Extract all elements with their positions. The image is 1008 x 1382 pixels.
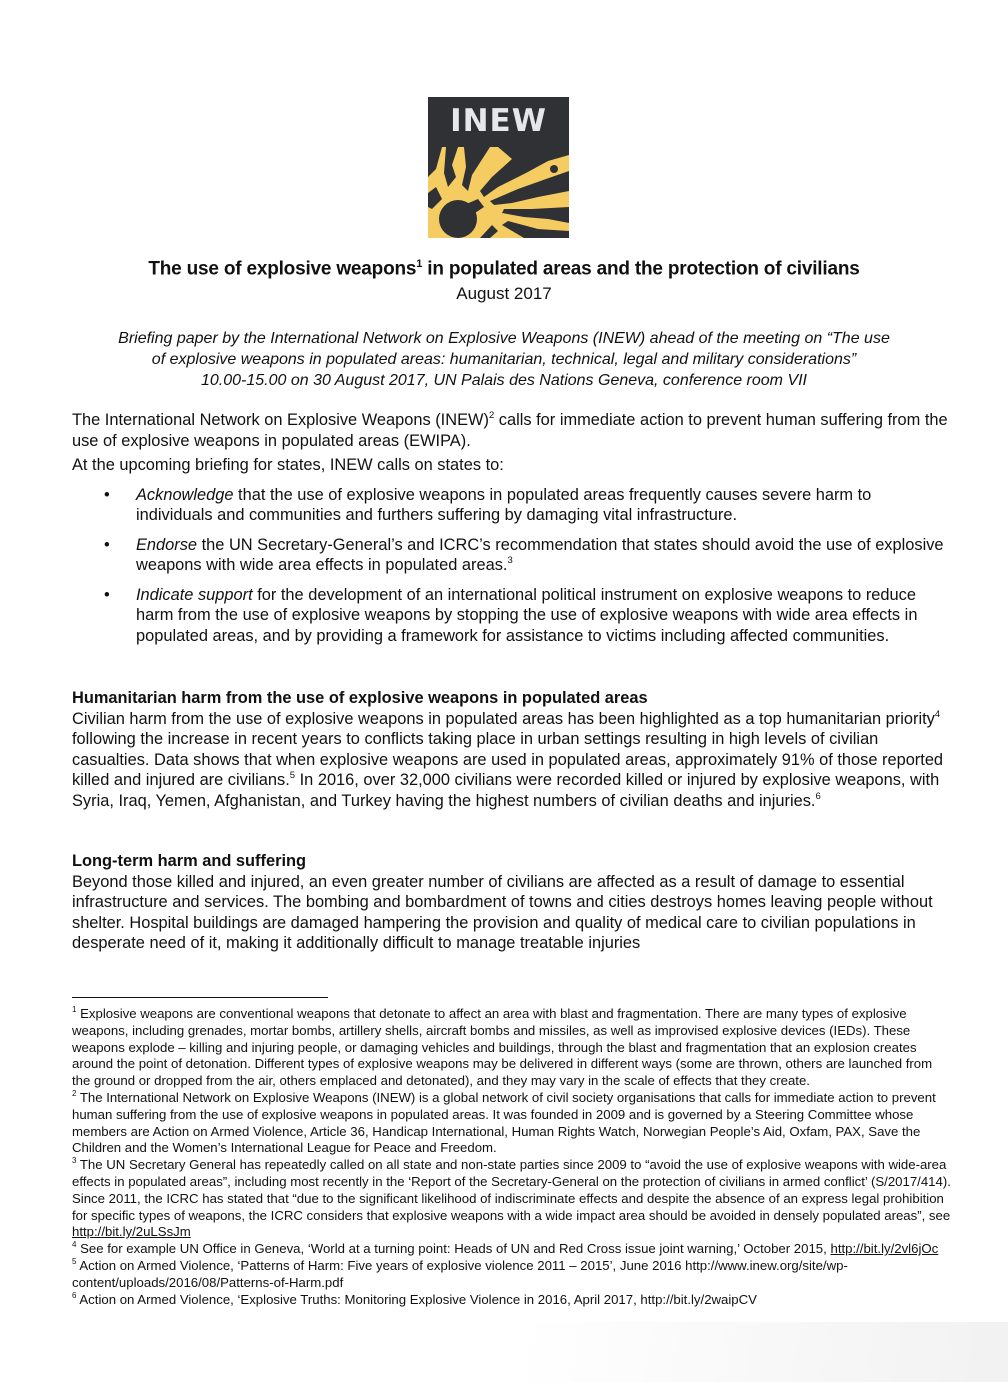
footnotes: [72, 1006, 952, 1308]
list-item: • Acknowledge that the use of explosive weapons in populated areas frequently causes severe harm to individuals and communities and furthers suffering by damaging vital infrastructure.: [104, 485, 872, 524]
footnote-2: $^2$ The International Network on Explosive Weapons (INEW) is a global network of civil society organisations that calls for immediate action to prevent human suffering from the use of explosive weapons in populated areas. It was founded in 2009 and is governed by a Steering Committee whose members are Action on Armed Violence, Article 36, Handicap International, Human Rights Watch, Norwegian People’s Aid, Oxfam, PAX, Save the Children and the Women’s International League for Peace and Freedom.: [72, 1088, 936, 1156]
page-curl-shadow: [308, 1322, 1008, 1382]
intro-section: [72, 410, 952, 655]
section-paragraph: Beyond those killed and injured, an even greater number of civilians are affected as a result of damage to essential infrastructure and services. The bombing and bombardment of towns and cities destroys homes leaving people without shelter. Hospital buildings are damaged hampering the provision and quality of medical care to civilian populations in desperate need of it, making it additionally difficult to manage treatable injuries: [72, 872, 933, 952]
bullet-icon: •: [104, 485, 110, 504]
section-heading: Long-term harm and suffering: [72, 852, 307, 870]
section-paragraph: Civilian harm from the use of explosive weapons in populated areas has been highlighted as a top humanitarian priority$^4$ following the increase in recent years to conflicts taking place in urban settings resulting in high levels of civilian casualties. Data shows that when explosive weapons are used in populated areas, approximately 91% of those reported killed and injured are civilians.$^5$ In 2016, over 32,000 civilians were recorded killed or injured by explosive weapons, with Syria, Iraq, Yemen, Afghanistan, and Turkey having the highest numbers of civilian deaths and injuries.$^6$: [72, 708, 944, 810]
footnote-ref-1[interactable]: 1: [416, 258, 423, 270]
footnote-1: $^1$ Explosive weapons are conventional weapons that detonate to affect an area with blast and fragmentation. There are many types of explosive weapons, including grenades, mortar bombs, artillery shells, aircraft bombs and missiles, as well as improvised explosive devices (IEDs). These weapons explode – killing and injuring people, or damaging vehicles and buildings, through the blast and fragmentation that an explosion creates around the point of detonation. Different types of explosive weapons may be delivered in different ways (some are thrown, others are launched from the ground or dropped from the air, others emplaced and detonated), and they may vary in the scale of effects that they create.: [72, 1005, 933, 1089]
footnote-6: $^6$ Action on Armed Violence, ‘Explosive Truths: Monitoring Explosive Violence in 2016, April 2017, http://bit.ly/2waipCV: [72, 1290, 757, 1307]
explosion-icon: [428, 147, 569, 238]
footnote-ref-4[interactable]: 4: [934, 708, 941, 720]
intro-paragraph: The International Network on Explosive Weapons (INEW)$^2$ calls for immediate action to prevent human suffering from the use of explosive weapons in populated areas (EWIPA).: [72, 410, 948, 450]
list-item: • Indicate support for the development of an international political instrument on explosive weapons to reduce harm from the use of explosive weapons by stopping the use of explosive weapons with wide area effects in populated areas, and by providing a framework for assistance to victims including affected communities.: [104, 585, 918, 645]
bullet-icon: •: [104, 535, 110, 554]
page-title: The use of explosive weapons$^1$ in populated areas and the protection of civilians: [148, 258, 860, 280]
footnote-ref-5[interactable]: 5: [289, 770, 296, 781]
footnote-3-link[interactable]: http://bit.ly/2uLSsJm: [72, 1224, 191, 1240]
footnote-3: $^3$ The UN Secretary General has repeatedly called on all state and non-state parties since 2009 to “avoid the use of explosive weapons with wide-area effects in populated areas”, including most recently in the ‘Report of the Secretary-General on the protection of civilians in armed conflict’ (S/2017/414). Since 2011, the ICRC has stated that “due to the significant likelihood of indiscriminate effects and despite the absence of an express legal prohibition for specific types of weapons, the ICRC considers that explosive weapons with a wide impact area should be avoided in densely populated areas”, see http://bit.ly/2uLSsJm: [72, 1156, 951, 1240]
footnote-4-link[interactable]: http://bit.ly/2vl6jOc: [830, 1241, 939, 1257]
bullet-icon: •: [104, 585, 110, 604]
calls-intro: At the upcoming briefing for states, INEW calls on states to:: [72, 456, 504, 474]
asks-list: [72, 485, 952, 647]
long-term-harm-section: [72, 851, 952, 954]
document-date: August 2017: [456, 284, 552, 303]
list-item: • Endorse the UN Secretary-General’s and ICRC’s recommendation that states should avoid the use of explosive weapons with wide area effects in populated areas.$^3$: [104, 535, 944, 574]
footnote-ref-3[interactable]: 3: [507, 555, 513, 566]
humanitarian-harm-section: [72, 688, 952, 811]
footnote-ref-6[interactable]: 6: [815, 790, 821, 802]
footnote-ref-2[interactable]: 2: [488, 410, 495, 421]
section-heading: Humanitarian harm from the use of explosive weapons in populated areas: [72, 689, 648, 707]
logo-text: INEW: [450, 103, 547, 139]
footnote-5: $^5$ Action on Armed Violence, ‘Patterns of Harm: Five years of explosive violence 2011 – 2015’, June 2016 http://www.inew.org/site/wp-content/uploads/2016/08/Patterns-of-Harm.pdf: [72, 1256, 848, 1290]
briefing-subtitle: Briefing paper by the International Network on Explosive Weapons (INEW) ahead of the meeting on “The use of explosive weapons in populated areas: humanitarian, technical, legal and military considerations” 10.00-15.00 on 30 August 2017, UN Palais des Nations Geneva, conference room VII: [118, 330, 890, 389]
inew-logo: [428, 97, 569, 238]
footnote-4: $^4$ See for example UN Office in Geneva, ‘World at a turning point: Heads of UN and Red Cross issue joint warning,’ October 2015, http://bit.ly/2vl6jOc: [72, 1240, 939, 1257]
footnote-divider: [72, 997, 328, 998]
